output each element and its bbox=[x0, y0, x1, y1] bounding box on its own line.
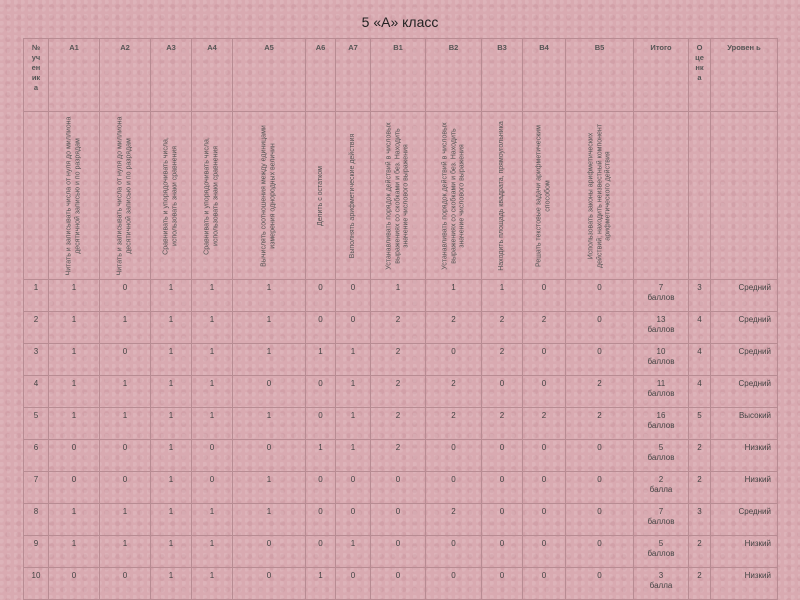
score-cell: 2 bbox=[426, 376, 482, 408]
score-cell: 0 bbox=[523, 344, 566, 376]
score-cell: 0 bbox=[566, 312, 634, 344]
score-cell: 1 bbox=[100, 536, 151, 568]
level-header: Уровен ь bbox=[711, 39, 778, 112]
total-cell: 13 баллов bbox=[634, 312, 689, 344]
skill-cell: Сравнивать и упорядочивать числа, использовать знаки сравнения bbox=[151, 112, 192, 280]
level-cell: Низкий bbox=[711, 568, 778, 600]
table-row bbox=[24, 504, 778, 536]
score-cell: 1 bbox=[482, 280, 523, 312]
score-cell: 2 bbox=[371, 376, 426, 408]
grade-cell: 2 bbox=[689, 568, 711, 600]
student-number-cell: 1 bbox=[24, 280, 49, 312]
level-cell: Высокий bbox=[711, 408, 778, 440]
score-cell: 1 bbox=[49, 504, 100, 536]
score-cell: 1 bbox=[336, 376, 371, 408]
score-cell: 0 bbox=[523, 568, 566, 600]
score-cell: 1 bbox=[233, 312, 306, 344]
student-number-cell: 3 bbox=[24, 344, 49, 376]
score-cell: 2 bbox=[566, 408, 634, 440]
skill-cell: Устанавливать порядок действий в числовых выражениях со скобками и без. Находить значение числового выражения bbox=[371, 112, 426, 280]
total-cell: 7 баллов bbox=[634, 504, 689, 536]
grade-cell: 4 bbox=[689, 376, 711, 408]
score-cell: 0 bbox=[100, 344, 151, 376]
table-row bbox=[24, 440, 778, 472]
score-cell: 1 bbox=[151, 440, 192, 472]
score-cell: 0 bbox=[100, 440, 151, 472]
score-cell: 1 bbox=[306, 440, 336, 472]
score-cell: 0 bbox=[482, 440, 523, 472]
score-cell: 2 bbox=[482, 312, 523, 344]
score-cell: 2 bbox=[566, 376, 634, 408]
col-header: В5 bbox=[566, 39, 634, 112]
score-cell: 0 bbox=[523, 440, 566, 472]
skill-cell: Сравнивать и упорядочивать числа, использовать знаки сравнения bbox=[192, 112, 233, 280]
score-cell: 1 bbox=[336, 536, 371, 568]
student-number-cell: 9 bbox=[24, 536, 49, 568]
level-cell: Средний bbox=[711, 504, 778, 536]
score-cell: 1 bbox=[192, 536, 233, 568]
score-cell: 0 bbox=[566, 344, 634, 376]
skill-cell: Устанавливать порядок действий в числовых выражениях со скобками и без. Находить значение числового выражения bbox=[426, 112, 482, 280]
total-cell: 5 баллов bbox=[634, 440, 689, 472]
score-cell: 1 bbox=[192, 344, 233, 376]
score-cell: 0 bbox=[100, 280, 151, 312]
table-row bbox=[24, 376, 778, 408]
score-cell: 0 bbox=[306, 504, 336, 536]
score-cell: 0 bbox=[336, 280, 371, 312]
score-cell: 0 bbox=[306, 536, 336, 568]
score-cell: 0 bbox=[49, 568, 100, 600]
student-number-cell: 6 bbox=[24, 440, 49, 472]
score-cell: 0 bbox=[566, 472, 634, 504]
grade-cell: 5 bbox=[689, 408, 711, 440]
score-cell: 0 bbox=[426, 536, 482, 568]
score-cell: 1 bbox=[336, 440, 371, 472]
score-cell: 0 bbox=[336, 312, 371, 344]
score-cell: 1 bbox=[336, 344, 371, 376]
score-cell: 1 bbox=[192, 280, 233, 312]
total-header: Итого bbox=[634, 39, 689, 112]
score-cell: 0 bbox=[482, 504, 523, 536]
score-cell: 1 bbox=[49, 376, 100, 408]
level-cell: Средний bbox=[711, 280, 778, 312]
score-cell: 2 bbox=[426, 408, 482, 440]
skill-cell: Вычислять соотношения между единицами измерения однородных величин bbox=[233, 112, 306, 280]
col-header: В3 bbox=[482, 39, 523, 112]
grade-header: О це нк а bbox=[689, 39, 711, 112]
level-cell: Средний bbox=[711, 376, 778, 408]
score-cell: 0 bbox=[523, 536, 566, 568]
total-cell: 10 баллов bbox=[634, 344, 689, 376]
score-cell: 0 bbox=[566, 280, 634, 312]
score-cell: 1 bbox=[49, 280, 100, 312]
score-cell: 1 bbox=[151, 504, 192, 536]
score-cell: 1 bbox=[192, 312, 233, 344]
table-row bbox=[24, 344, 778, 376]
skill-cell: Решать текстовые задачи арифметическим способом bbox=[523, 112, 566, 280]
grade-cell: 4 bbox=[689, 344, 711, 376]
score-cell: 1 bbox=[151, 408, 192, 440]
score-cell: 1 bbox=[306, 344, 336, 376]
score-cell: 2 bbox=[523, 312, 566, 344]
score-cell: 2 bbox=[371, 440, 426, 472]
score-cell: 0 bbox=[566, 536, 634, 568]
score-cell: 0 bbox=[371, 504, 426, 536]
score-cell: 1 bbox=[233, 408, 306, 440]
score-cell: 1 bbox=[336, 408, 371, 440]
col-header: А5 bbox=[233, 39, 306, 112]
score-cell: 0 bbox=[336, 472, 371, 504]
total-cell: 2 балла bbox=[634, 472, 689, 504]
col-header: В2 bbox=[426, 39, 482, 112]
score-cell: 0 bbox=[306, 312, 336, 344]
score-cell: 1 bbox=[426, 280, 482, 312]
score-cell: 0 bbox=[426, 440, 482, 472]
grade-cell: 3 bbox=[689, 280, 711, 312]
score-cell: 0 bbox=[306, 472, 336, 504]
total-cell: 16 баллов bbox=[634, 408, 689, 440]
score-cell: 1 bbox=[233, 504, 306, 536]
score-cell: 1 bbox=[151, 376, 192, 408]
score-cell: 2 bbox=[482, 344, 523, 376]
score-cell: 1 bbox=[233, 472, 306, 504]
score-cell: 2 bbox=[371, 408, 426, 440]
score-cell: 0 bbox=[523, 472, 566, 504]
score-cell: 0 bbox=[566, 568, 634, 600]
score-cell: 0 bbox=[482, 376, 523, 408]
table-row bbox=[24, 312, 778, 344]
score-cell: 0 bbox=[49, 472, 100, 504]
skill-cell: Находить площадь квадрата, прямоугольника bbox=[482, 112, 523, 280]
score-cell: 2 bbox=[371, 344, 426, 376]
score-cell: 0 bbox=[371, 536, 426, 568]
score-cell: 0 bbox=[371, 472, 426, 504]
score-cell: 0 bbox=[192, 440, 233, 472]
col-header: А1 bbox=[49, 39, 100, 112]
table-row bbox=[24, 408, 778, 440]
score-cell: 0 bbox=[482, 472, 523, 504]
level-cell: Средний bbox=[711, 312, 778, 344]
skill-cell: Читать и записывать числа от нуля до миллиона десятичной записью и по разрядам bbox=[100, 112, 151, 280]
score-cell: 1 bbox=[151, 568, 192, 600]
score-cell: 1 bbox=[233, 280, 306, 312]
score-cell: 0 bbox=[100, 472, 151, 504]
table-row bbox=[24, 472, 778, 504]
page-title: 5 «А» класс bbox=[361, 14, 439, 30]
score-cell: 0 bbox=[482, 536, 523, 568]
grade-cell: 2 bbox=[689, 440, 711, 472]
score-cell: 0 bbox=[306, 280, 336, 312]
score-cell: 1 bbox=[151, 312, 192, 344]
total-cell: 7 баллов bbox=[634, 280, 689, 312]
total-cell: 5 баллов bbox=[634, 536, 689, 568]
score-cell: 0 bbox=[233, 536, 306, 568]
grade-cell: 3 bbox=[689, 504, 711, 536]
score-cell: 1 bbox=[192, 504, 233, 536]
grade-cell: 4 bbox=[689, 312, 711, 344]
col-header: А6 bbox=[306, 39, 336, 112]
skills-row bbox=[24, 112, 778, 280]
score-cell: 1 bbox=[306, 568, 336, 600]
score-cell: 2 bbox=[482, 408, 523, 440]
col-header: А4 bbox=[192, 39, 233, 112]
level-cell: Низкий bbox=[711, 440, 778, 472]
score-cell: 1 bbox=[151, 536, 192, 568]
grade-cell: 2 bbox=[689, 472, 711, 504]
col-header: А2 bbox=[100, 39, 151, 112]
score-cell: 1 bbox=[100, 376, 151, 408]
score-cell: 0 bbox=[192, 472, 233, 504]
level-cell: Низкий bbox=[711, 536, 778, 568]
grade-cell: 2 bbox=[689, 536, 711, 568]
score-cell: 1 bbox=[192, 568, 233, 600]
skill-cell: Делить с остатком bbox=[306, 112, 336, 280]
data-rows bbox=[24, 280, 778, 600]
score-cell: 0 bbox=[482, 568, 523, 600]
score-cell: 1 bbox=[49, 312, 100, 344]
score-cell: 2 bbox=[523, 408, 566, 440]
col-header: А3 bbox=[151, 39, 192, 112]
score-cell: 0 bbox=[371, 568, 426, 600]
total-cell: 11 баллов bbox=[634, 376, 689, 408]
student-number-header: № уч ен ик а bbox=[24, 39, 49, 112]
score-cell: 1 bbox=[151, 344, 192, 376]
student-number-cell: 5 bbox=[24, 408, 49, 440]
table-row bbox=[24, 536, 778, 568]
col-header: В1 bbox=[371, 39, 426, 112]
score-cell: 0 bbox=[336, 568, 371, 600]
total-cell: 3 балла bbox=[634, 568, 689, 600]
score-cell: 0 bbox=[523, 376, 566, 408]
score-cell: 2 bbox=[426, 504, 482, 536]
level-cell: Средний bbox=[711, 344, 778, 376]
score-cell: 1 bbox=[100, 504, 151, 536]
score-cell: 2 bbox=[426, 312, 482, 344]
score-cell: 1 bbox=[151, 472, 192, 504]
skill-cell: Выполнять арифметические действия bbox=[336, 112, 371, 280]
student-number-cell: 7 bbox=[24, 472, 49, 504]
score-cell: 0 bbox=[233, 376, 306, 408]
score-cell: 1 bbox=[151, 280, 192, 312]
score-cell: 0 bbox=[566, 504, 634, 536]
header-row bbox=[24, 39, 778, 112]
skill-cell: Использовать законы арифметических действий; находить неизвестный компонент арифметического действия bbox=[566, 112, 634, 280]
table-row bbox=[24, 568, 778, 600]
score-cell: 1 bbox=[371, 280, 426, 312]
score-cell: 1 bbox=[100, 408, 151, 440]
score-cell: 0 bbox=[49, 440, 100, 472]
level-cell: Низкий bbox=[711, 472, 778, 504]
score-cell: 1 bbox=[192, 408, 233, 440]
score-cell: 0 bbox=[233, 440, 306, 472]
score-cell: 1 bbox=[49, 536, 100, 568]
score-cell: 0 bbox=[233, 568, 306, 600]
score-cell: 0 bbox=[523, 504, 566, 536]
col-header: В4 bbox=[523, 39, 566, 112]
score-cell: 0 bbox=[426, 472, 482, 504]
score-cell: 1 bbox=[100, 312, 151, 344]
student-number-cell: 2 bbox=[24, 312, 49, 344]
table-row bbox=[24, 280, 778, 312]
score-cell: 1 bbox=[49, 344, 100, 376]
score-cell: 2 bbox=[371, 312, 426, 344]
score-cell: 1 bbox=[192, 376, 233, 408]
col-header: А7 bbox=[336, 39, 371, 112]
score-cell: 0 bbox=[523, 280, 566, 312]
skill-cell: Читать и записывать числа от нуля до миллиона десятичной записью и по разрядам bbox=[49, 112, 100, 280]
student-number-cell: 10 bbox=[24, 568, 49, 600]
score-cell: 0 bbox=[306, 408, 336, 440]
score-cell: 0 bbox=[100, 568, 151, 600]
score-cell: 0 bbox=[306, 376, 336, 408]
student-number-cell: 4 bbox=[24, 376, 49, 408]
score-cell: 0 bbox=[336, 504, 371, 536]
results-table bbox=[23, 38, 778, 600]
student-number-cell: 8 bbox=[24, 504, 49, 536]
score-cell: 1 bbox=[49, 408, 100, 440]
score-cell: 0 bbox=[426, 568, 482, 600]
score-cell: 1 bbox=[233, 344, 306, 376]
score-cell: 0 bbox=[426, 344, 482, 376]
score-cell: 0 bbox=[566, 440, 634, 472]
